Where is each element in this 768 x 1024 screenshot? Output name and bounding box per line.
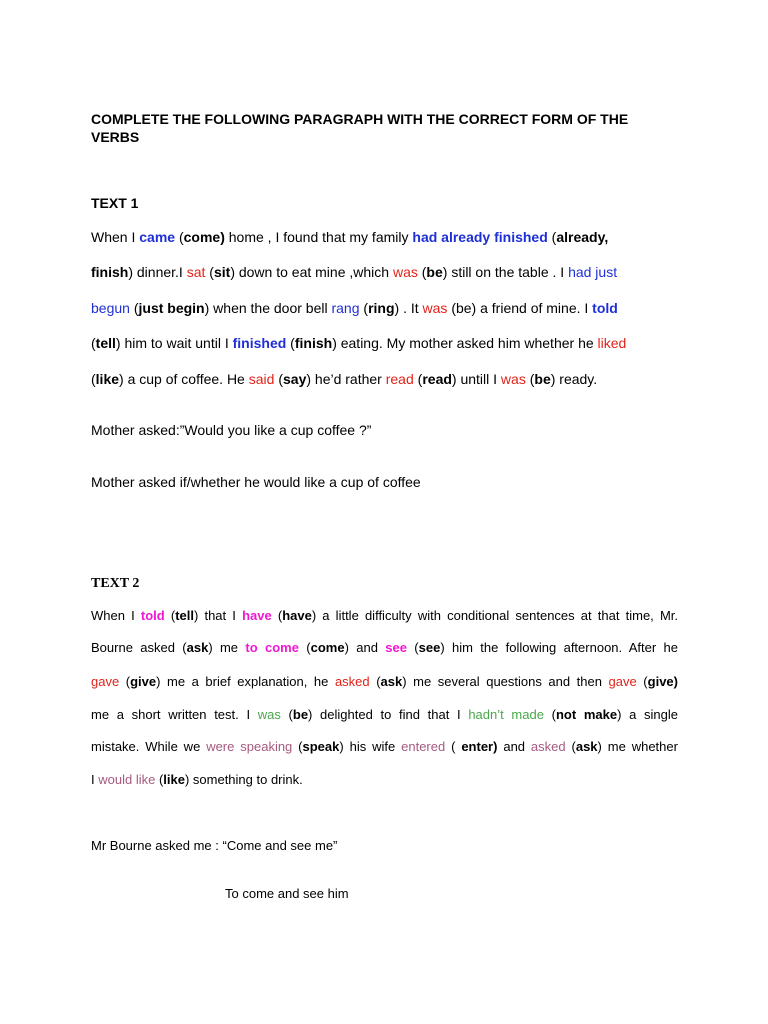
- base-verb: just begin: [138, 300, 205, 316]
- text: Bourne asked (: [91, 640, 187, 655]
- answer-verb: was: [422, 300, 448, 316]
- text: (: [292, 739, 303, 754]
- text: (: [280, 707, 293, 722]
- answer-verb: have: [242, 608, 272, 623]
- answer-verb: came: [139, 229, 176, 245]
- text2-direct-speech: Mr Bourne asked me : “Come and see me”: [91, 838, 338, 853]
- text: mistake. While we: [91, 739, 207, 754]
- text: (: [565, 739, 576, 754]
- base-verb: finish: [294, 335, 333, 351]
- base-verb: be: [426, 264, 443, 280]
- text: When I: [91, 608, 141, 623]
- base-verb: enter): [461, 739, 498, 754]
- text2-line-5: [91, 738, 678, 756]
- answer-verb: asked: [334, 674, 370, 689]
- text: ) . It: [394, 300, 423, 316]
- base-verb: not make: [555, 707, 618, 722]
- answer-verb: read: [385, 371, 414, 387]
- answer-verb: hadn’t made: [468, 707, 544, 722]
- base-verb: ask: [575, 739, 598, 754]
- base-verb: like: [95, 371, 120, 387]
- base-verb: see: [418, 640, 441, 655]
- text: (: [417, 264, 427, 280]
- text: ) a single: [617, 707, 678, 722]
- text: (: [359, 300, 369, 316]
- base-verb: like: [163, 772, 185, 787]
- instruction-heading: [91, 110, 628, 146]
- text: and: [497, 739, 531, 754]
- text: ) a cup of coffee. He: [119, 371, 249, 387]
- base-verb: give): [647, 674, 678, 689]
- text: ) when the door bell: [204, 300, 332, 316]
- text1-line-5: [91, 370, 597, 388]
- text: ) him to wait until I: [115, 335, 233, 351]
- answer-verb: gave: [91, 674, 120, 689]
- base-verb: tell: [175, 608, 194, 623]
- text: (: [547, 229, 557, 245]
- answer-verb: told: [592, 300, 618, 316]
- base-verb: have: [282, 608, 312, 623]
- text: ) his wife: [339, 739, 402, 754]
- text: (: [271, 608, 283, 623]
- text: ) eating. My mother asked him whether he: [332, 335, 598, 351]
- text: ) still on the table . I: [442, 264, 569, 280]
- base-verb: give: [130, 674, 157, 689]
- text: (: [119, 674, 131, 689]
- text: ) he’d rather: [306, 371, 386, 387]
- base-verb: come): [183, 229, 225, 245]
- base-verb: come: [310, 640, 345, 655]
- instruction-line-2: VERBS: [91, 129, 140, 145]
- text: (: [525, 371, 535, 387]
- base-verb: finish: [91, 264, 129, 280]
- text: ) me several questions and then: [402, 674, 609, 689]
- text: ) dinner.I: [128, 264, 187, 280]
- text: (: [369, 674, 381, 689]
- text2-line-1: [91, 607, 678, 625]
- text: ) me: [208, 640, 246, 655]
- base-verb: tell: [95, 335, 116, 351]
- text: (: [406, 640, 419, 655]
- answer-verb: had just: [568, 264, 618, 280]
- base-verb: speak: [302, 739, 340, 754]
- text2-line-3: [91, 673, 678, 691]
- text1-line-4: [91, 334, 626, 352]
- text: (be) a friend of mine. I: [447, 300, 593, 316]
- text1-line-1: [91, 228, 608, 246]
- text2-reported-speech: To come and see him: [225, 886, 349, 901]
- text2-heading: TEXT 2: [91, 576, 140, 591]
- base-verb: be: [534, 371, 551, 387]
- answer-verb: was: [392, 264, 418, 280]
- answer-verb: said: [248, 371, 275, 387]
- text2-line-4: [91, 706, 678, 724]
- text2-line-6: [91, 771, 303, 789]
- text: ) that I: [193, 608, 243, 623]
- text: me a short written test. I: [91, 707, 258, 722]
- answer-verb: sat: [186, 264, 206, 280]
- answer-verb: finished: [232, 335, 287, 351]
- text: ) delighted to find that I: [308, 707, 469, 722]
- answer-verb: to come: [245, 640, 299, 655]
- base-verb: ring: [368, 300, 395, 316]
- base-verb: say: [283, 371, 307, 387]
- text: (: [445, 739, 462, 754]
- text: (: [175, 229, 184, 245]
- text: (: [298, 640, 311, 655]
- text: ) him the following afternoon. After he: [440, 640, 678, 655]
- text: (: [129, 300, 139, 316]
- text: ) something to drink.: [184, 772, 303, 787]
- answer-verb: was: [257, 707, 281, 722]
- text1-reported-speech: Mother asked if/whether he would like a cup of coffee: [91, 474, 421, 490]
- answer-verb: would like: [98, 772, 156, 787]
- text: ) me whether: [597, 739, 678, 754]
- text: (: [205, 264, 214, 280]
- text1-direct-speech: Mother asked:”Would you like a cup coffee ?”: [91, 422, 372, 438]
- text: (: [91, 335, 96, 351]
- text: (: [91, 371, 96, 387]
- text: I: [91, 772, 99, 787]
- base-verb: ask: [380, 674, 403, 689]
- text1-heading: TEXT 1: [91, 195, 139, 211]
- text: (: [543, 707, 556, 722]
- answer-verb: asked: [530, 739, 566, 754]
- text1-line-3: [91, 299, 618, 317]
- text: home , I found that my family: [224, 229, 413, 245]
- base-verb: already,: [556, 229, 609, 245]
- answer-verb: told: [140, 608, 165, 623]
- base-verb: ask: [186, 640, 209, 655]
- text: (: [155, 772, 164, 787]
- text: ) me a brief explanation, he: [156, 674, 335, 689]
- text: ) and: [344, 640, 386, 655]
- text: (: [164, 608, 176, 623]
- answer-verb: entered: [401, 739, 446, 754]
- text: ) untill I: [451, 371, 501, 387]
- answer-verb: had already finished: [412, 229, 548, 245]
- answer-verb: see: [385, 640, 407, 655]
- text: ) ready.: [550, 371, 598, 387]
- text: (: [636, 674, 648, 689]
- answer-verb: liked: [597, 335, 627, 351]
- text: (: [413, 371, 423, 387]
- text: ) a little difficulty with conditional sentences at that time, Mr.: [311, 608, 678, 623]
- answer-verb: gave: [608, 674, 637, 689]
- answer-verb: were speaking: [206, 739, 293, 754]
- answer-verb: rang: [331, 300, 360, 316]
- text: (: [286, 335, 295, 351]
- text2-line-2: [91, 639, 678, 657]
- instruction-line-1: COMPLETE THE FOLLOWING PARAGRAPH WITH THE CORRECT FORM OF THE: [91, 111, 629, 127]
- answer-verb: was: [500, 371, 526, 387]
- text1-line-2: [91, 263, 617, 281]
- base-verb: read: [422, 371, 452, 387]
- base-verb: be: [292, 707, 309, 722]
- text: When I: [91, 229, 140, 245]
- base-verb: sit: [213, 264, 231, 280]
- text: ) down to eat mine ,which: [230, 264, 393, 280]
- text: (: [274, 371, 283, 387]
- answer-verb: begun: [91, 300, 130, 316]
